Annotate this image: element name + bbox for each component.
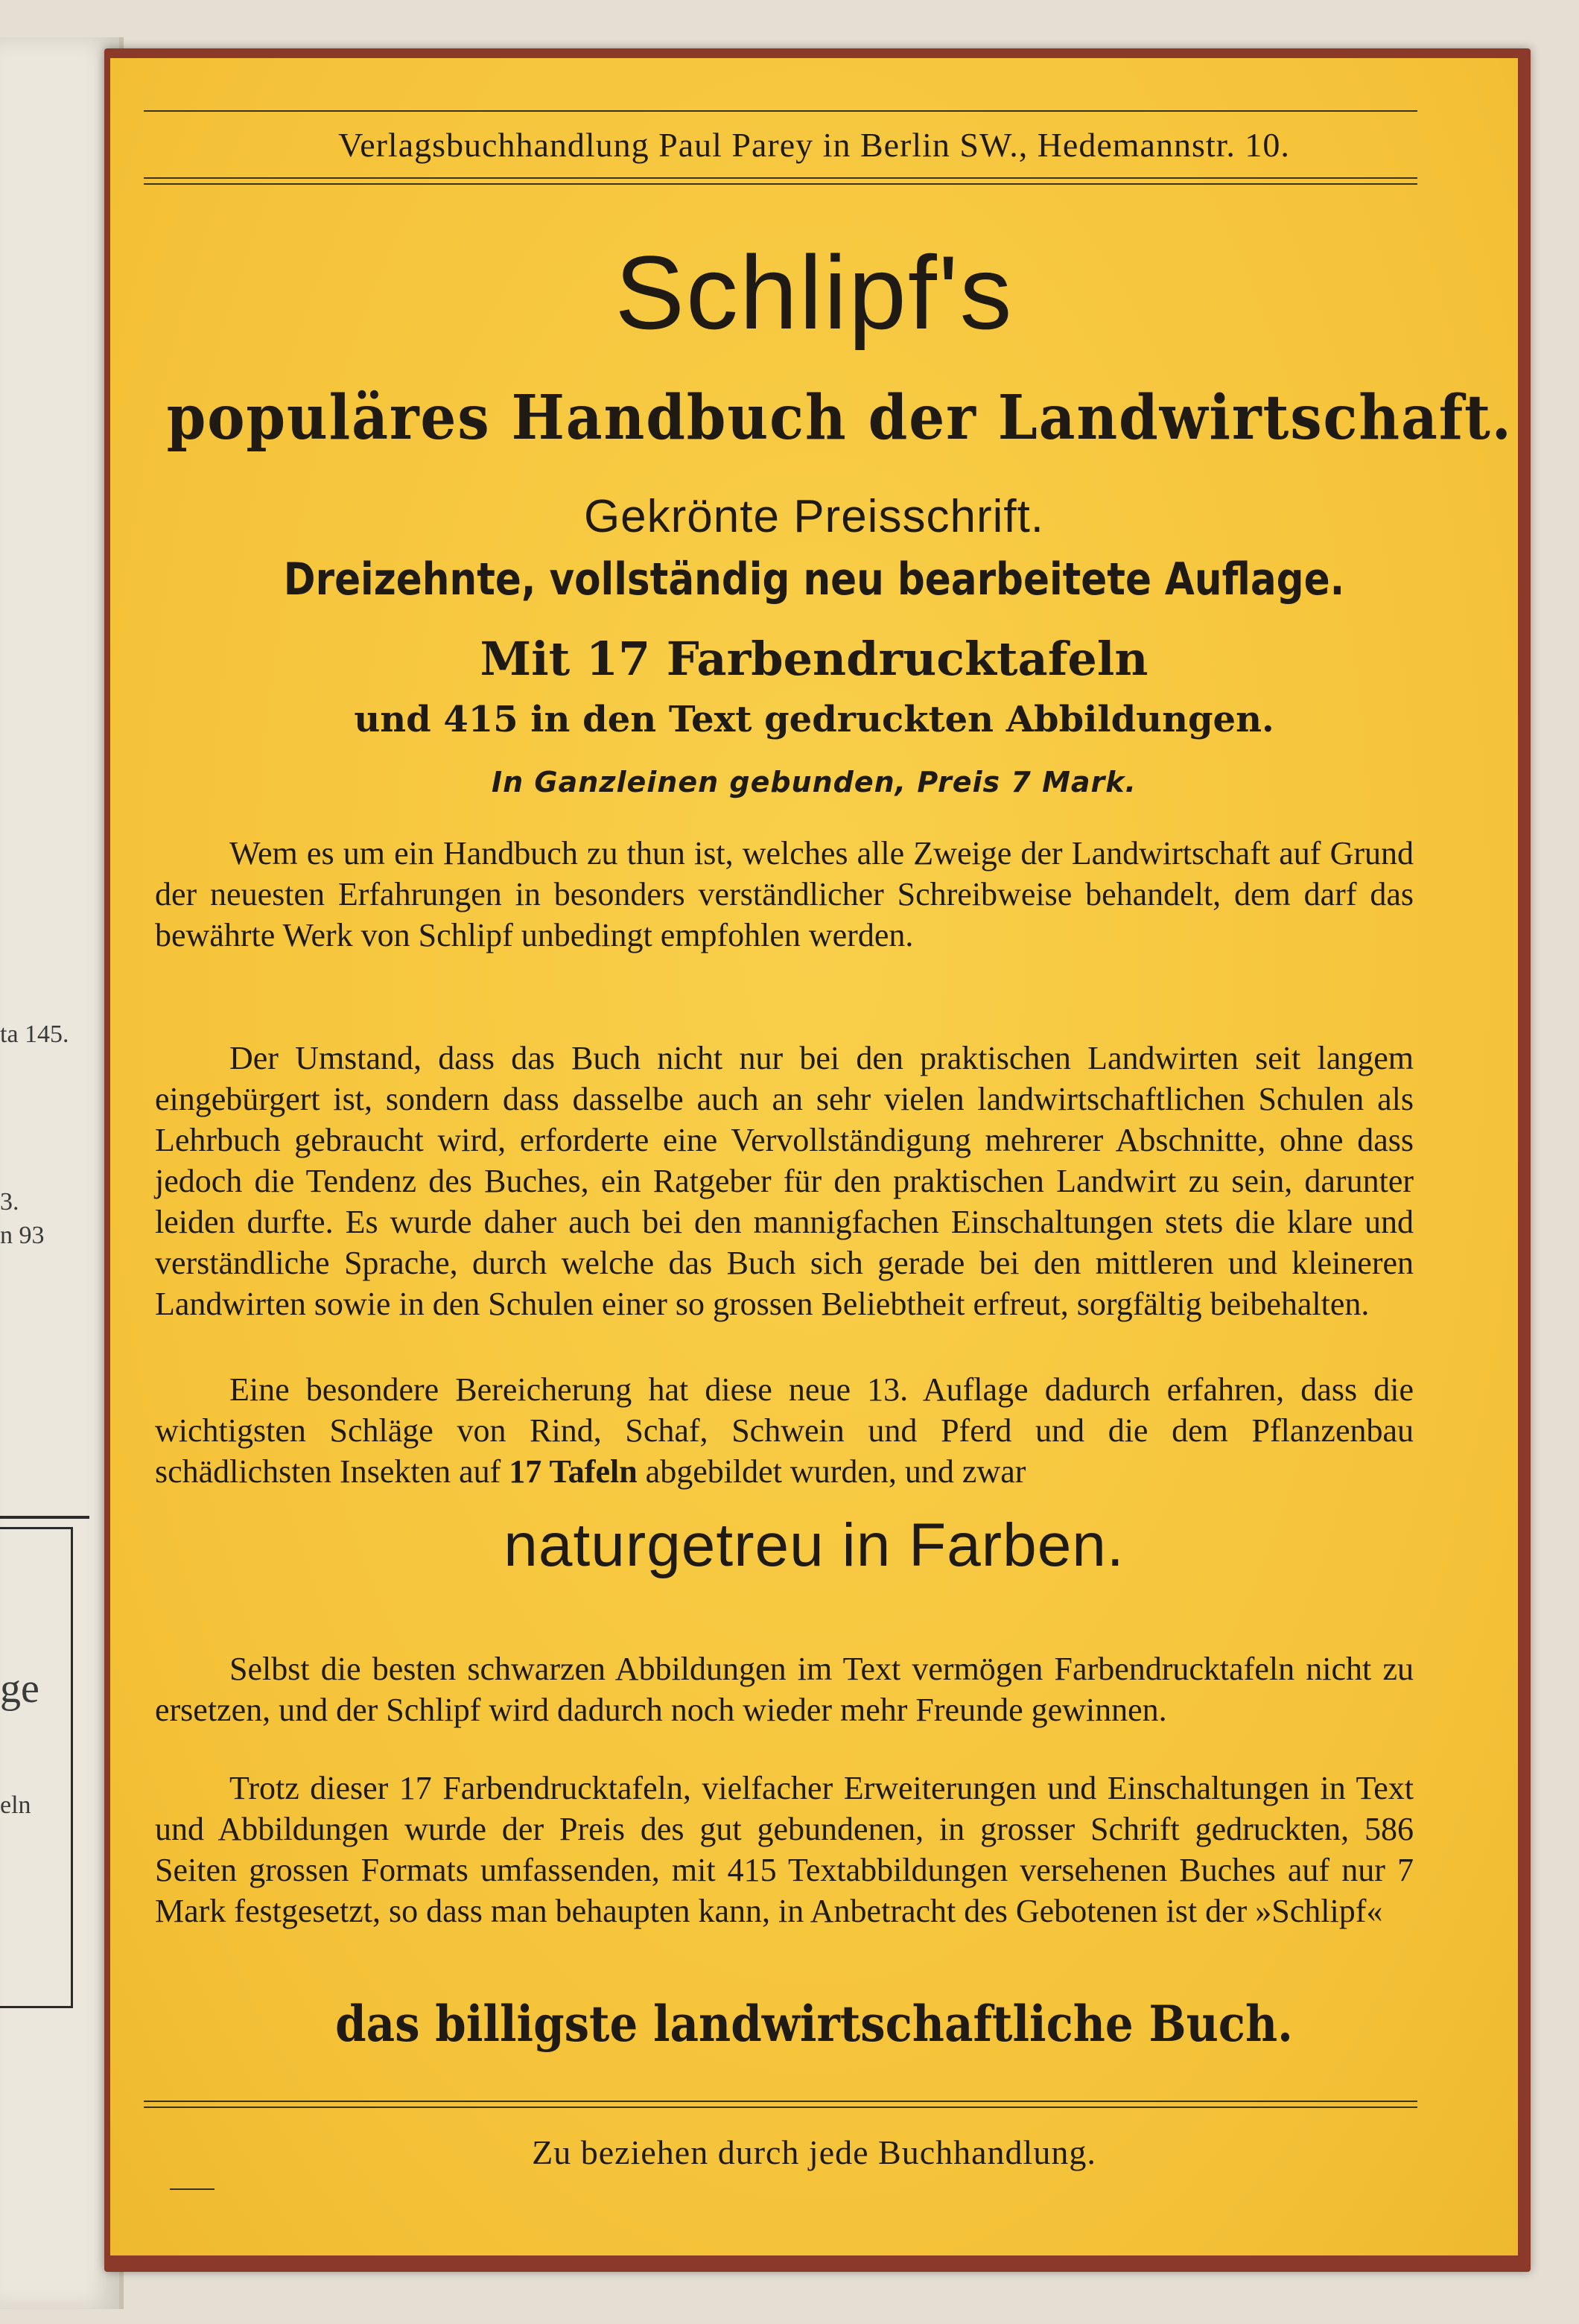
paragraph-intro: Wem es um ein Handbuch zu thun ist, welches alle Zweige der Landwirtschaft auf Grund der neuesten Erfahrungen in besonders verständlicher Schreibweise behandelt, dem darf das bewährte Werk von Schlipf unbedingt empfohlen werden. [155,835,1414,953]
plates-line: Mit 17 Farbendrucktafeln [480,632,1148,686]
top-rule [144,110,1417,112]
edition-line: Dreizehnte, vollständig neu bearbeitete Auflage. [283,553,1345,606]
paragraph-price: Trotz dieser 17 Farbendrucktafeln, vielfacher Erweiterungen und Einschaltungen in Text und Abbildungen wurde der Preis des gut gebundenen, in grosser Schrift gedruckten, 586 Seiten grossen Formats umfassenden, mit 415 Textabbildungen versehenen Buches auf nur 7 Mark festgesetzt, so dass man behaupten kann, in Anbetracht des Gebotenen ist der »Schlipf« [155,1770,1414,1929]
footer-rule [144,2106,1417,2108]
left-page-fragment: ge [0,1666,39,1712]
header-rule [144,183,1417,185]
bottom-mark [170,2188,215,2190]
price-line: In Ganzleinen gebunden, Preis 7 Mark. [492,766,1137,799]
paragraph-circumstance: Der Umstand, dass das Buch nicht nur bei den praktischen Landwirten seit langem eingebürgert ist, sondern dass dasselbe auch an sehr vielen landwirtschaftlichen Schulen als Lehrbuch gebraucht wird, erforderte eine Vervollständigung mehrerer Abschnitte, ohne dass jedoch die Tendenz des Buches, ein Ratgeber für den praktischen Landwirt zu sein, darunter leiden durfte. Es wurde daher auch bei den mannigfachen Einschaltungen stets die klare und verständliche Sprache, durch welche das Buch sich gerade bei den mittleren und kleineren Landwirten sowie in den Schulen einer so grossen Beliebtheit erfreut, sorgfältig beibehalten. [155,1040,1414,1322]
enrichment-text-end: abgebildet wurden, und zwar [637,1453,1026,1490]
book-subtitle: populäres Handbuch der Landwirtschaft. [166,382,1513,454]
closing-slogan: das billigste landwirtschaftliche Buch. [335,1995,1293,2053]
left-page-fragment: eln [0,1791,31,1819]
footer-line: Zu beziehen durch jede Buchhandlung. [532,2133,1096,2171]
enrichment-text: Eine besondere Bereicherung hat diese neue 13. Auflage dadurch erfahren, dass die wichtigsten Schläge von Rind, Schaf, Schwein und Pferd und die dem Pflanzenbau schädlichsten Insekten auf [155,1371,1414,1490]
left-page-rule [0,1516,89,1519]
advertisement-page [110,58,1518,2255]
publisher-line: Verlagsbuchhandlung Paul Parey in Berlin SW., Hedemannstr. 10. [338,126,1290,164]
prize-line: Gekrönte Preisschrift. [583,491,1045,542]
color-highlight: naturgetreu in Farben. [503,1511,1125,1579]
paragraph-illustrations: Selbst die besten schwarzen Abbildungen im Text vermögen Farbendrucktafeln nicht zu ersetzen, und der Schlipf wird dadurch noch wieder mehr Freunde gewinnen. [155,1651,1414,1728]
left-page-fragment: 3. [0,1188,19,1216]
plates-count: 17 Tafeln [509,1453,638,1490]
footer-rule [144,2101,1417,2102]
left-page-fragment: n 93 [0,1222,45,1249]
header-rule [144,177,1417,179]
left-page-fragment: ta 145. [0,1020,69,1048]
book-title: Schlipf's [614,234,1014,351]
illustrations-line: und 415 in den Text gedruckten Abbildungen. [354,699,1274,740]
left-page-box [0,1527,73,2008]
paragraph-enrichment [155,1369,1414,1492]
